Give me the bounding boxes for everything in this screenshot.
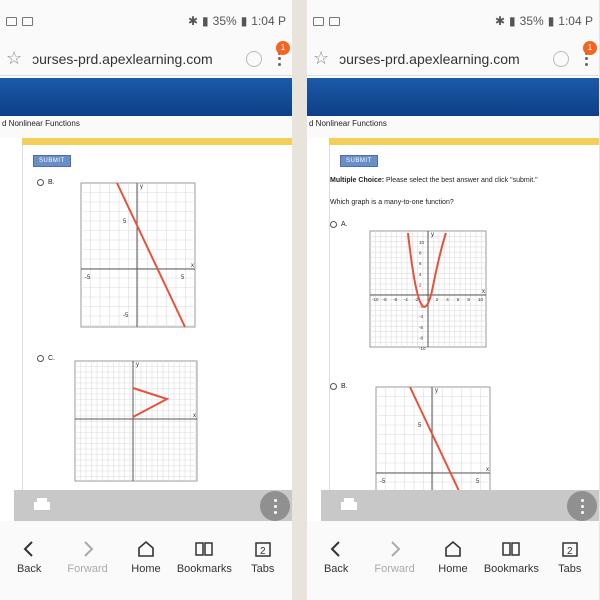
nav-tabs-label: Tabs <box>558 563 582 575</box>
x-tick-5: 5 <box>476 479 480 485</box>
y-tick-5: 5 <box>123 219 127 225</box>
star-icon[interactable]: ☆ <box>313 48 330 68</box>
x-tick-label: 10 <box>478 297 484 302</box>
breadcrumb: d Nonlinear Functions <box>2 119 80 128</box>
nav-bookmarks[interactable] <box>177 540 231 575</box>
y-tick-label: -2 <box>419 303 424 309</box>
question-text: Which graph is a many-to-one function? <box>330 199 454 206</box>
option-c-label: C. <box>48 355 55 362</box>
nav-bookmarks-label: Bookmarks <box>176 563 232 575</box>
menu-icon[interactable] <box>579 42 593 69</box>
signal-icon: ▮ <box>509 14 516 28</box>
x-tick-neg5: -5 <box>85 275 91 281</box>
question-panel <box>329 145 599 521</box>
y-tick-label: 10 <box>419 240 425 245</box>
y-tick-label: 4 <box>419 271 422 277</box>
status-bar <box>307 0 599 42</box>
x-tick-label: 6 <box>456 297 460 302</box>
x-axis-label: x <box>482 289 485 295</box>
option-b-label: B. <box>341 383 348 390</box>
breadcrumb: d Nonlinear Functions <box>309 119 387 128</box>
x-tick-label: 8 <box>467 297 470 302</box>
site-header-band <box>307 78 599 116</box>
graph-c <box>75 361 197 481</box>
clock: 1:04 P <box>558 14 593 28</box>
y-tick-5: 5 <box>418 423 422 429</box>
y-tick-label: 2 <box>419 282 422 288</box>
x-tick-label: -2 <box>414 297 419 302</box>
nav-back-label: Back <box>16 563 42 575</box>
x-axis-label: x <box>486 467 489 473</box>
address-bar[interactable] <box>307 42 599 76</box>
url-text[interactable]: ɔurses-prd.apexlearning.com <box>339 50 520 67</box>
bookmarks-icon <box>194 540 214 558</box>
page-content <box>307 138 599 521</box>
nav-bookmarks[interactable] <box>484 540 538 575</box>
bottom-navigation <box>307 531 599 589</box>
battery-icon: ▮ <box>547 14 555 28</box>
nav-tabs[interactable] <box>543 540 597 575</box>
print-icon[interactable] <box>339 498 359 513</box>
nav-bookmarks-label: Bookmarks <box>483 563 539 575</box>
x-axis-label: x <box>193 413 196 419</box>
nav-forward-label: Forward <box>67 563 108 575</box>
nav-back-label: Back <box>323 563 349 575</box>
x-tick-label: -10 <box>372 297 379 302</box>
option-b[interactable] <box>37 179 55 186</box>
graph-a <box>370 231 486 351</box>
accent-bar <box>22 138 292 145</box>
back-icon <box>326 540 346 558</box>
tabs-count: 2 <box>566 546 573 557</box>
option-b-radio[interactable] <box>37 179 44 186</box>
page-content <box>0 138 292 521</box>
bottom-navigation <box>0 531 292 589</box>
option-b[interactable] <box>330 383 348 390</box>
x-tick-label: -8 <box>382 297 387 302</box>
y-tick-neg5: -5 <box>123 313 129 319</box>
option-b-label: B. <box>48 179 55 186</box>
y-tick-label: -6 <box>419 324 424 330</box>
toolbar-strip <box>321 490 599 521</box>
tabs-icon <box>560 540 580 558</box>
bluetooth-icon: ✱ <box>187 14 199 28</box>
nav-back[interactable] <box>309 540 363 575</box>
option-a-radio[interactable] <box>330 221 337 228</box>
home-icon <box>443 540 463 558</box>
y-tick-label: -10 <box>419 346 426 351</box>
question-prefix: Multiple Choice: <box>330 177 385 184</box>
home-icon <box>136 540 156 558</box>
submit-button[interactable]: SUBMIT <box>33 155 71 167</box>
x-tick-5: 5 <box>181 275 185 281</box>
question-instruction-text: Please select the best answer and click "submit." <box>384 177 538 184</box>
reload-icon[interactable] <box>553 51 569 67</box>
battery-percent: 35% <box>519 14 544 28</box>
toolbar-strip <box>14 490 292 521</box>
x-tick-label: -6 <box>393 297 398 302</box>
x-axis-label: x <box>191 263 194 269</box>
bookmarks-icon <box>501 540 521 558</box>
x-tick-label: 4 <box>446 297 449 302</box>
battery-percent: 35% <box>212 14 237 28</box>
phone-screenshot-right <box>307 0 599 600</box>
reload-icon[interactable] <box>246 51 262 67</box>
print-icon[interactable] <box>32 498 52 513</box>
nav-home[interactable] <box>119 540 173 575</box>
question-panel <box>22 145 292 521</box>
clock: 1:04 P <box>251 14 286 28</box>
nav-forward[interactable] <box>61 540 115 575</box>
nav-back[interactable] <box>2 540 56 575</box>
menu-icon[interactable] <box>272 42 286 69</box>
star-icon[interactable]: ☆ <box>6 48 23 68</box>
nav-tabs[interactable] <box>236 540 290 575</box>
option-c-radio[interactable] <box>37 355 44 362</box>
site-header-band <box>0 78 292 116</box>
tabs-icon <box>253 540 273 558</box>
file-icon <box>22 17 33 26</box>
accent-bar <box>329 138 599 145</box>
status-bar <box>0 0 292 42</box>
submit-button[interactable]: SUBMIT <box>340 155 378 167</box>
nav-tabs-label: Tabs <box>251 563 275 575</box>
y-tick-label: -8 <box>419 335 424 341</box>
file-icon <box>329 17 340 26</box>
nav-forward-label: Forward <box>374 563 415 575</box>
battery-icon: ▮ <box>240 14 248 28</box>
option-c[interactable] <box>37 355 55 362</box>
question-instruction <box>330 177 538 184</box>
notification-badge: 1 <box>583 41 597 55</box>
y-axis-label: y <box>140 184 143 190</box>
y-axis-label: y <box>136 362 139 368</box>
address-bar[interactable] <box>0 42 292 76</box>
x-tick-neg5: -5 <box>380 479 386 485</box>
signal-icon: ▮ <box>202 14 209 28</box>
y-axis-label: y <box>431 232 434 238</box>
nav-home-label: Home <box>131 563 161 575</box>
url-text[interactable]: ɔurses-prd.apexlearning.com <box>32 50 213 67</box>
nav-home-label: Home <box>438 563 468 575</box>
more-options-button[interactable] <box>260 491 290 521</box>
x-tick-label: -4 <box>403 297 408 302</box>
x-tick-label: 2 <box>435 297 439 302</box>
phone-screenshot-left <box>0 0 292 600</box>
nav-forward[interactable] <box>368 540 422 575</box>
bluetooth-icon: ✱ <box>494 14 506 28</box>
forward-icon <box>78 540 98 558</box>
notification-badge: 1 <box>276 41 290 55</box>
y-tick-label: 6 <box>419 261 422 267</box>
y-axis-label: y <box>435 388 438 394</box>
option-b-radio[interactable] <box>330 383 337 390</box>
gallery-icon <box>6 17 17 26</box>
forward-icon <box>385 540 405 558</box>
y-tick-label: -4 <box>419 314 424 320</box>
back-icon <box>19 540 39 558</box>
nav-home[interactable] <box>426 540 480 575</box>
gallery-icon <box>313 17 324 26</box>
y-tick-label: 8 <box>419 250 422 256</box>
option-a[interactable] <box>330 221 348 228</box>
graph-b <box>81 183 195 327</box>
tabs-count: 2 <box>259 546 266 557</box>
option-a-label: A. <box>341 221 348 228</box>
more-options-button[interactable] <box>567 491 597 521</box>
